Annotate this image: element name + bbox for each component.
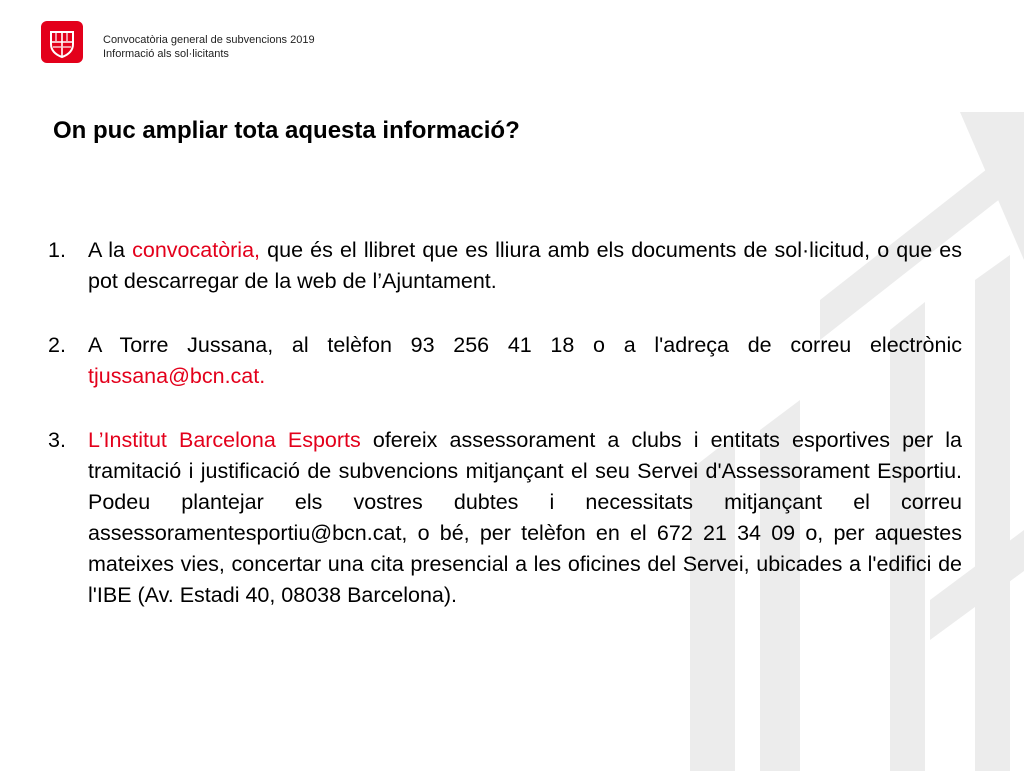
info-list: [48, 235, 962, 644]
convocatoria-highlight: convocatòria,: [132, 238, 261, 262]
info-item-3: [48, 425, 962, 611]
item-number: 2.: [48, 333, 66, 357]
tjussana-email-link[interactable]: tjussana@bcn.cat.: [88, 364, 266, 388]
header-line-1: Convocatòria general de subvencions 2019: [103, 34, 315, 46]
item-text: [88, 330, 962, 392]
item-text-part: A Torre Jussana, al telèfon 93 256 41 18 o a l'adreça de correu electrònic: [88, 333, 962, 357]
document-header: [103, 33, 315, 61]
info-item-2: [48, 330, 962, 392]
header-line-2: Informació als sol·licitants: [103, 48, 229, 60]
item-text-part: ofereix assessorament a clubs i entitats esportives per la tramitació i justificació de subvencions mitjançant el seu Servei d'Assessorament Esportiu. Podeu plantejar els vostres dubtes i necessitats mitjançant el correu assessoramentesportiu@bcn.cat, o bé, per telèfon en el 672 21 34 09 o, per aquestes mateixes vies, concertar una cita presencial a les oficines del Servei, ubicades a l'edifici de l'IBE (Av. Estadi 40, 08038 Barcelona).: [88, 428, 962, 607]
item-text-part: A la: [88, 238, 133, 262]
info-item-1: [48, 235, 962, 297]
item-text-part: que és el llibret que es lliura amb els documents de sol·licitud, o que es pot descarregar de la web de l’Ajuntament.: [88, 238, 962, 293]
page-title: On puc ampliar tota aquesta informació?: [53, 117, 520, 144]
barcelona-city-logo-icon: [41, 21, 83, 63]
item-number: 1.: [48, 238, 66, 262]
item-number: 3.: [48, 428, 66, 452]
institut-barcelona-esports-highlight: L’Institut Barcelona Esports: [88, 428, 361, 452]
item-text: [88, 235, 962, 297]
item-text: [88, 425, 962, 611]
